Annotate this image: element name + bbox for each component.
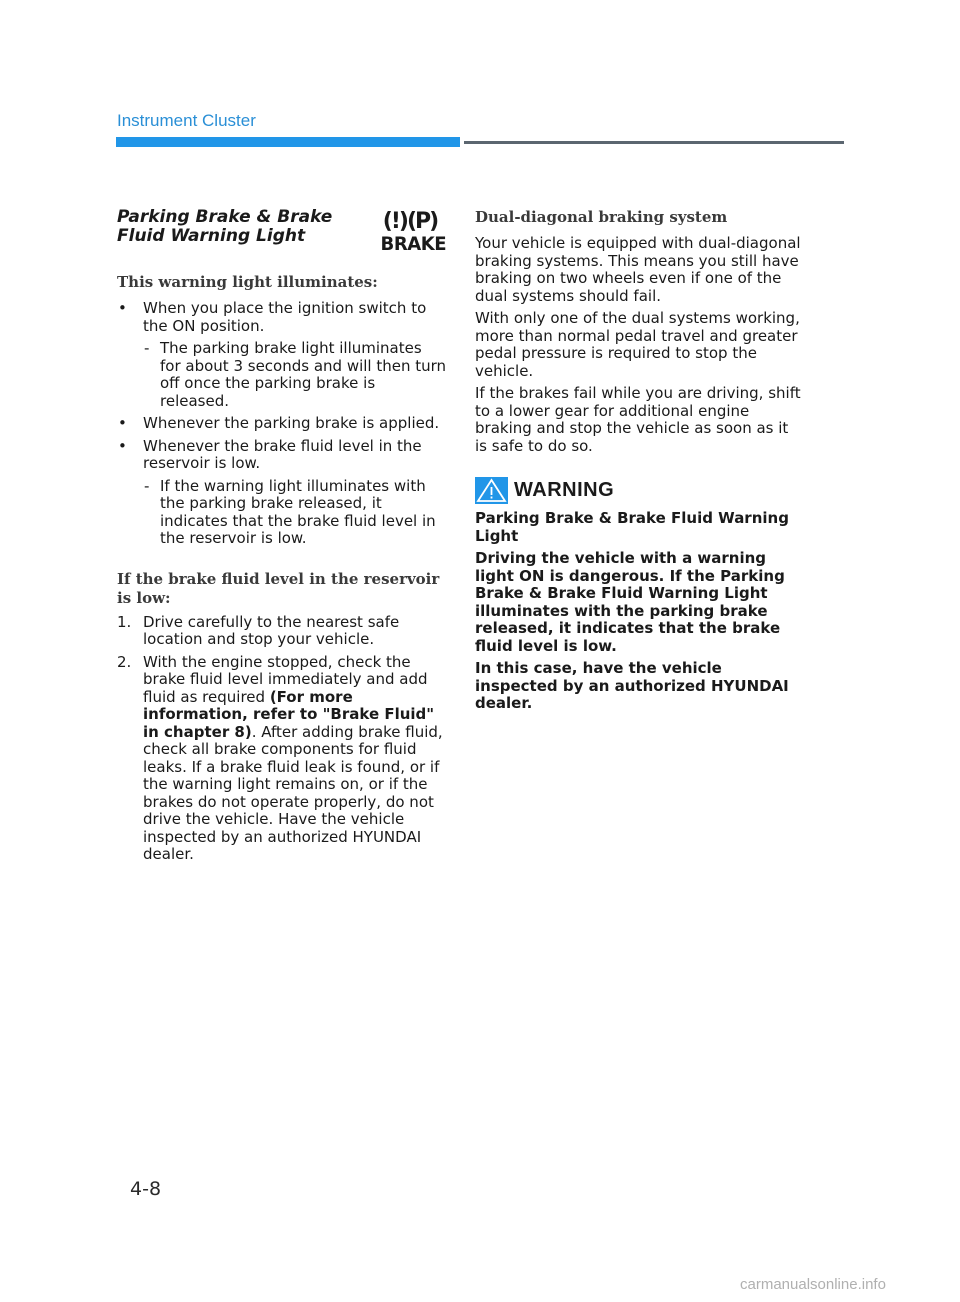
step-text-continued: . After adding brake fluid, check all brake components for fluid leaks. If a brake fluid leak is found, or if the warning light remains on, or if the brakes do not operate properly, do not drive the vehicle. Have the vehicle inspected by an authorized HYUNDAI dealer. <box>143 722 443 863</box>
numbered-step <box>117 614 447 649</box>
warning-body <box>475 510 805 713</box>
right-column <box>475 208 805 718</box>
warning-title: WARNING <box>514 478 615 501</box>
warning-text: Driving the vehicle with a warning light ON is dangerous. If the Parking Brake & Brake Fluid Warning Light illuminates with the parking brake released, it indicates that the brake fluid level is low. <box>475 549 785 655</box>
bullet-item: • When you place the ignition switch to the ON position. <box>117 300 447 335</box>
watermark: carmanualsonline.info <box>740 1276 886 1293</box>
brake-warning-symbols: (!)(P) <box>382 209 438 234</box>
dual-braking-heading: Dual-diagonal braking system <box>475 208 728 226</box>
step-text: Drive carefully to the nearest safe location and stop your vehicle. <box>143 612 400 648</box>
section-title: Parking Brake & Brake Fluid Warning Light <box>117 207 333 246</box>
header-divider-line <box>464 141 844 144</box>
paragraph: If the brakes fail while you are driving, shift to a lower gear for additional engine braking and stop the vehicle as soon as it is safe to do so. <box>475 384 801 455</box>
fluid-heading: If the brake fluid level in the reservoir is low: <box>117 569 440 607</box>
bullet-item: • Whenever the brake fluid level in the reservoir is low. <box>117 438 447 473</box>
dash-item: - If the warning light illuminates with the parking brake released, it indicates that the brake fluid level in the reservoir is low. <box>117 478 447 548</box>
page-number: 4-8 <box>130 1178 162 1200</box>
paragraph: With only one of the dual systems working, more than normal pedal travel and greater pedal pressure is required to stop the vehicle. <box>475 309 800 380</box>
warning-header <box>475 477 805 504</box>
paragraph: Your vehicle is equipped with dual-diagonal braking systems. This means you still have braking on two wheels even if one of the dual systems should fail. <box>475 234 801 305</box>
step-number: 1. <box>117 612 132 631</box>
left-column <box>117 208 447 869</box>
warning-text: In this case, have the vehicle inspected by an authorized HYUNDAI dealer. <box>475 659 789 712</box>
warning-subtitle: Parking Brake & Brake Fluid Warning Light <box>475 509 789 545</box>
intro-heading: This warning light illuminates: <box>117 273 378 291</box>
brake-warning-icon <box>379 209 447 255</box>
step-reference: (For more information, refer to "Brake Fluid" in chapter 8) <box>143 687 435 741</box>
step-number: 2. <box>117 652 132 671</box>
step-text: With the engine stopped, check the brake fluid level immediately and add fluid as required <box>143 652 428 706</box>
section-header-title: Instrument Cluster <box>117 111 256 130</box>
numbered-step <box>117 654 447 864</box>
bullet-item: • Whenever the parking brake is applied. <box>117 415 447 433</box>
brake-warning-text: BRAKE <box>380 233 447 255</box>
header-accent-bar <box>116 137 460 147</box>
dash-item: - The parking brake light illuminates for about 3 seconds and will then turn off once the parking brake is released. <box>117 340 447 410</box>
warning-triangle-icon <box>475 477 508 504</box>
